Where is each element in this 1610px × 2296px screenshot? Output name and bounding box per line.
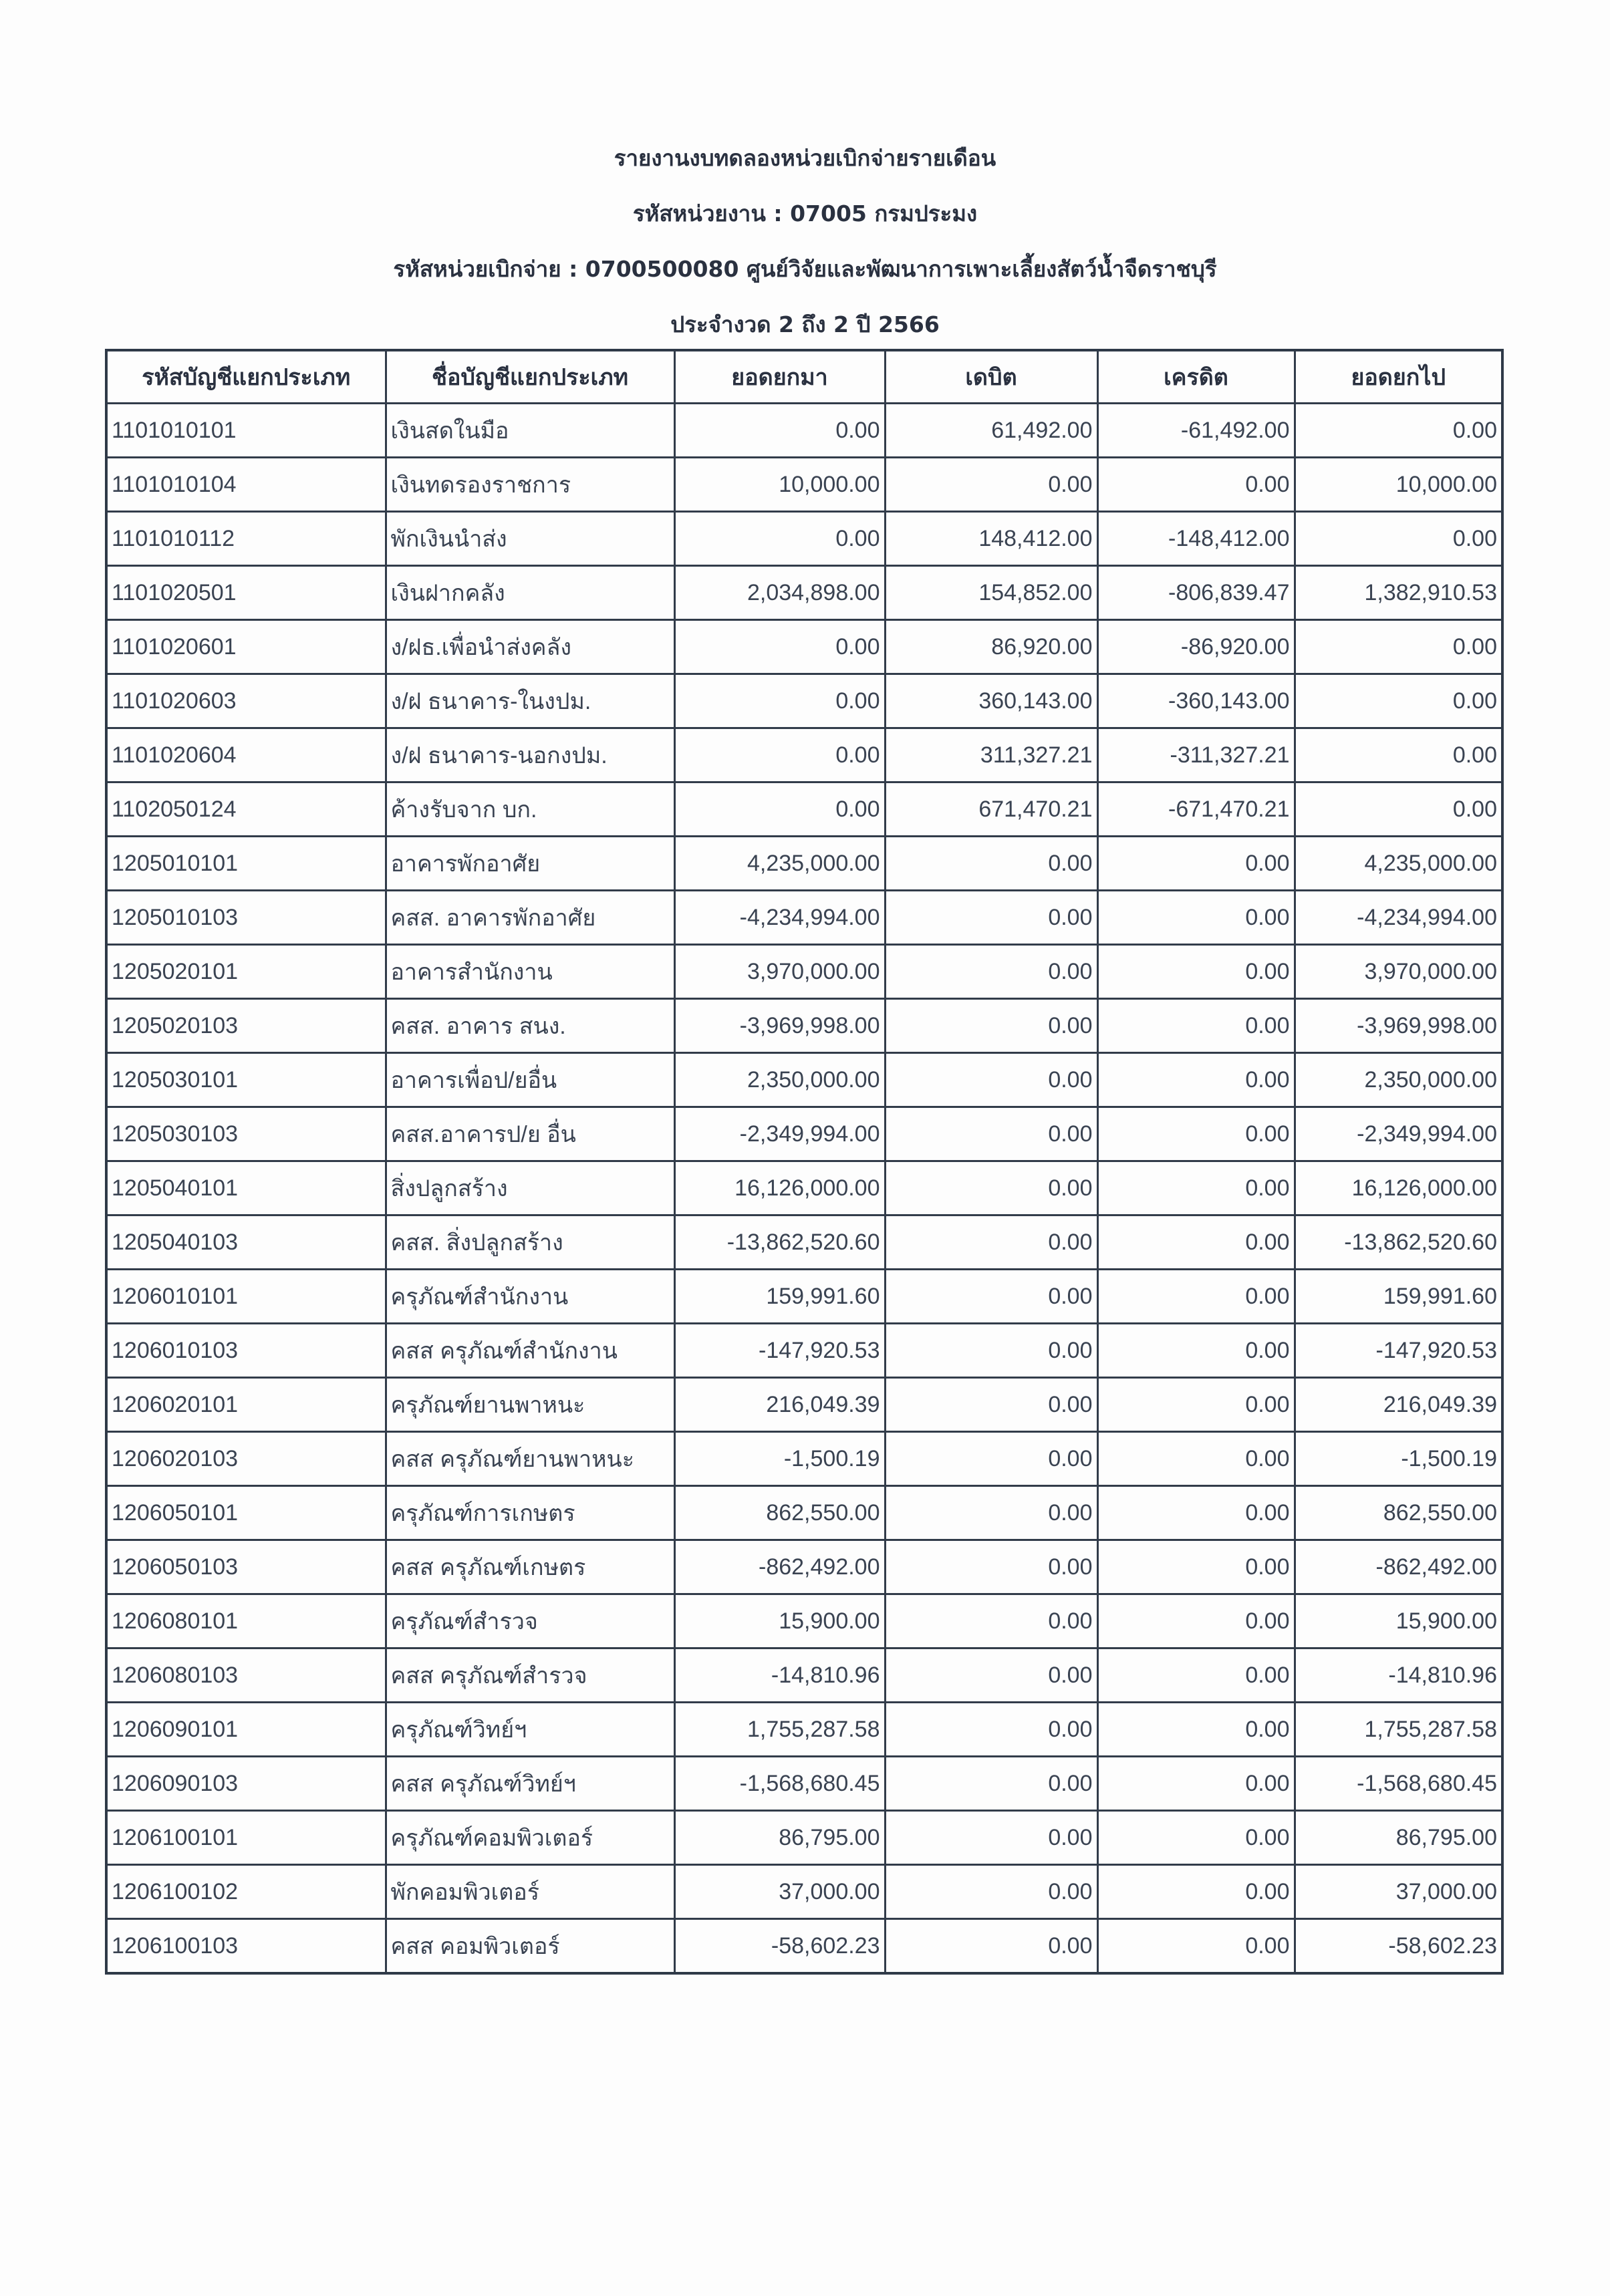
table-row <box>106 1540 1502 1594</box>
cell-debit: 0.00 <box>885 1594 1097 1648</box>
cell-opening-balance: -4,234,994.00 <box>674 891 885 945</box>
cell-debit: 154,852.00 <box>885 566 1097 620</box>
cell-debit: 148,412.00 <box>885 512 1097 566</box>
table-row <box>106 837 1502 891</box>
cell-account-name: พักเงินนำส่ง <box>386 512 674 566</box>
cell-account-name: ค้างรับจาก บก. <box>386 782 674 837</box>
cell-account-code: 1101010101 <box>106 404 386 458</box>
cell-debit: 0.00 <box>885 1648 1097 1703</box>
cell-opening-balance: 216,049.39 <box>674 1378 885 1432</box>
cell-closing-balance: 86,795.00 <box>1295 1811 1502 1865</box>
cell-account-code: 1102050124 <box>106 782 386 837</box>
cell-closing-balance: 0.00 <box>1295 782 1502 837</box>
cell-account-code: 1206020103 <box>106 1432 386 1486</box>
report-title: รายงานงบทดลองหน่วยเบิกจ่ายรายเดือน <box>614 145 996 171</box>
cell-credit: 0.00 <box>1097 891 1295 945</box>
cell-debit: 360,143.00 <box>885 674 1097 728</box>
cell-closing-balance: 159,991.60 <box>1295 1270 1502 1324</box>
cell-credit: 0.00 <box>1097 1540 1295 1594</box>
cell-opening-balance: 0.00 <box>674 404 885 458</box>
cell-credit: 0.00 <box>1097 1432 1295 1486</box>
cell-credit: 0.00 <box>1097 999 1295 1053</box>
table-row <box>106 1215 1502 1270</box>
cell-account-code: 1206010103 <box>106 1324 386 1378</box>
cell-opening-balance: 0.00 <box>674 728 885 782</box>
cell-closing-balance: 1,755,287.58 <box>1295 1703 1502 1757</box>
cell-account-code: 1206080101 <box>106 1594 386 1648</box>
cell-account-name: คสส. อาคารพักอาศัย <box>386 891 674 945</box>
table-row <box>106 1432 1502 1486</box>
table-row <box>106 1161 1502 1215</box>
cell-credit: -360,143.00 <box>1097 674 1295 728</box>
cell-credit: 0.00 <box>1097 1486 1295 1540</box>
cell-opening-balance: -862,492.00 <box>674 1540 885 1594</box>
cell-opening-balance: 37,000.00 <box>674 1865 885 1919</box>
cell-account-name: คสส ครุภัณฑ์สำนักงาน <box>386 1324 674 1378</box>
cell-account-code: 1205010103 <box>106 891 386 945</box>
trial-balance-table <box>105 349 1504 1975</box>
cell-account-code: 1205040101 <box>106 1161 386 1215</box>
table-header <box>106 350 1502 404</box>
cell-closing-balance: -862,492.00 <box>1295 1540 1502 1594</box>
cell-closing-balance: 2,350,000.00 <box>1295 1053 1502 1107</box>
cell-closing-balance: 0.00 <box>1295 728 1502 782</box>
table-row <box>106 458 1502 512</box>
table-row <box>106 620 1502 674</box>
cell-opening-balance: -147,920.53 <box>674 1324 885 1378</box>
cell-closing-balance: 16,126,000.00 <box>1295 1161 1502 1215</box>
cell-closing-balance: 216,049.39 <box>1295 1378 1502 1432</box>
cell-debit: 0.00 <box>885 1486 1097 1540</box>
cell-account-name: ครุภัณฑ์คอมพิวเตอร์ <box>386 1811 674 1865</box>
cell-account-code: 1206100101 <box>106 1811 386 1865</box>
cell-credit: 0.00 <box>1097 1161 1295 1215</box>
cell-closing-balance: -147,920.53 <box>1295 1324 1502 1378</box>
cell-debit: 0.00 <box>885 1432 1097 1486</box>
cell-credit: 0.00 <box>1097 1378 1295 1432</box>
cell-opening-balance: 10,000.00 <box>674 458 885 512</box>
disbursing-unit-block <box>0 251 1610 287</box>
table-row <box>106 891 1502 945</box>
cell-closing-balance: 37,000.00 <box>1295 1865 1502 1919</box>
cell-credit: 0.00 <box>1097 458 1295 512</box>
table-row <box>106 512 1502 566</box>
table-row <box>106 1324 1502 1378</box>
table-row <box>106 945 1502 999</box>
cell-account-code: 1206100103 <box>106 1919 386 1974</box>
cell-opening-balance: 0.00 <box>674 782 885 837</box>
cell-opening-balance: -3,969,998.00 <box>674 999 885 1053</box>
cell-closing-balance: 0.00 <box>1295 674 1502 728</box>
cell-account-name: เงินสดในมือ <box>386 404 674 458</box>
cell-closing-balance: 10,000.00 <box>1295 458 1502 512</box>
cell-credit: -86,920.00 <box>1097 620 1295 674</box>
cell-account-name: ครุภัณฑ์การเกษตร <box>386 1486 674 1540</box>
cell-account-name: ง/ฝ ธนาคาร-นอกงปม. <box>386 728 674 782</box>
table-body <box>106 404 1502 1974</box>
cell-opening-balance: -13,862,520.60 <box>674 1215 885 1270</box>
cell-debit: 0.00 <box>885 1703 1097 1757</box>
cell-debit: 0.00 <box>885 1324 1097 1378</box>
cell-closing-balance: 1,382,910.53 <box>1295 566 1502 620</box>
cell-account-name: คสส ครุภัณฑ์เกษตร <box>386 1540 674 1594</box>
table-row <box>106 999 1502 1053</box>
header-closing-balance: ยอดยกไป <box>1295 350 1502 404</box>
cell-closing-balance: 3,970,000.00 <box>1295 945 1502 999</box>
cell-account-name: พักคอมพิวเตอร์ <box>386 1865 674 1919</box>
cell-closing-balance: 0.00 <box>1295 404 1502 458</box>
cell-closing-balance: -13,862,520.60 <box>1295 1215 1502 1270</box>
cell-opening-balance: -14,810.96 <box>674 1648 885 1703</box>
cell-account-name: อาคารสำนักงาน <box>386 945 674 999</box>
cell-account-name: ง/ฝธ.เพื่อนำส่งคลัง <box>386 620 674 674</box>
table-row <box>106 1648 1502 1703</box>
cell-account-code: 1205010101 <box>106 837 386 891</box>
table-row <box>106 1919 1502 1974</box>
cell-closing-balance: -1,500.19 <box>1295 1432 1502 1486</box>
cell-account-name: ครุภัณฑ์สำนักงาน <box>386 1270 674 1324</box>
cell-opening-balance: -58,602.23 <box>674 1919 885 1974</box>
cell-account-code: 1205020103 <box>106 999 386 1053</box>
cell-credit: -311,327.21 <box>1097 728 1295 782</box>
cell-account-name: สิ่งปลูกสร้าง <box>386 1161 674 1215</box>
cell-credit: 0.00 <box>1097 1648 1295 1703</box>
cell-account-name: คสส ครุภัณฑ์ยานพาหนะ <box>386 1432 674 1486</box>
cell-account-code: 1206050101 <box>106 1486 386 1540</box>
cell-opening-balance: 86,795.00 <box>674 1811 885 1865</box>
table-row <box>106 566 1502 620</box>
cell-account-code: 1206050103 <box>106 1540 386 1594</box>
cell-debit: 0.00 <box>885 999 1097 1053</box>
cell-account-code: 1205030103 <box>106 1107 386 1161</box>
table-row <box>106 1378 1502 1432</box>
cell-closing-balance: -4,234,994.00 <box>1295 891 1502 945</box>
cell-closing-balance: -2,349,994.00 <box>1295 1107 1502 1161</box>
report-title-block <box>0 140 1610 176</box>
cell-opening-balance: 16,126,000.00 <box>674 1161 885 1215</box>
cell-account-code: 1205020101 <box>106 945 386 999</box>
cell-closing-balance: 15,900.00 <box>1295 1594 1502 1648</box>
cell-account-code: 1205030101 <box>106 1053 386 1107</box>
cell-debit: 0.00 <box>885 1378 1097 1432</box>
cell-debit: 0.00 <box>885 837 1097 891</box>
cell-account-code: 1206010101 <box>106 1270 386 1324</box>
table-row <box>106 1703 1502 1757</box>
cell-closing-balance: 862,550.00 <box>1295 1486 1502 1540</box>
cell-account-name: คสส คอมพิวเตอร์ <box>386 1919 674 1974</box>
cell-debit: 0.00 <box>885 1540 1097 1594</box>
table-row <box>106 1107 1502 1161</box>
cell-credit: 0.00 <box>1097 945 1295 999</box>
cell-closing-balance: -1,568,680.45 <box>1295 1757 1502 1811</box>
table-row <box>106 674 1502 728</box>
cell-debit: 311,327.21 <box>885 728 1097 782</box>
cell-credit: 0.00 <box>1097 1053 1295 1107</box>
cell-account-name: ครุภัณฑ์ยานพาหนะ <box>386 1378 674 1432</box>
cell-account-code: 1101020604 <box>106 728 386 782</box>
table-row <box>106 782 1502 837</box>
period-line: ประจำงวด 2 ถึง 2 ปี 2566 <box>670 311 940 337</box>
cell-credit: 0.00 <box>1097 1107 1295 1161</box>
cell-debit: 0.00 <box>885 458 1097 512</box>
cell-opening-balance: -2,349,994.00 <box>674 1107 885 1161</box>
cell-debit: 0.00 <box>885 891 1097 945</box>
cell-debit: 671,470.21 <box>885 782 1097 837</box>
cell-credit: 0.00 <box>1097 1919 1295 1974</box>
cell-account-name: ง/ฝ ธนาคาร-ในงปม. <box>386 674 674 728</box>
cell-opening-balance: 2,350,000.00 <box>674 1053 885 1107</box>
table-row <box>106 1865 1502 1919</box>
table-row <box>106 1811 1502 1865</box>
table-row <box>106 404 1502 458</box>
cell-account-code: 1206090103 <box>106 1757 386 1811</box>
cell-account-code: 1206090101 <box>106 1703 386 1757</box>
cell-closing-balance: -58,602.23 <box>1295 1919 1502 1974</box>
cell-credit: 0.00 <box>1097 1324 1295 1378</box>
cell-credit: 0.00 <box>1097 837 1295 891</box>
header-opening-balance: ยอดยกมา <box>674 350 885 404</box>
cell-account-name: คสส ครุภัณฑ์สำรวจ <box>386 1648 674 1703</box>
cell-opening-balance: 862,550.00 <box>674 1486 885 1540</box>
cell-opening-balance: 159,991.60 <box>674 1270 885 1324</box>
cell-opening-balance: 1,755,287.58 <box>674 1703 885 1757</box>
header-credit: เครดิต <box>1097 350 1295 404</box>
cell-account-code: 1101020603 <box>106 674 386 728</box>
cell-credit: -806,839.47 <box>1097 566 1295 620</box>
cell-closing-balance: 0.00 <box>1295 512 1502 566</box>
header-account-name: ชื่อบัญชีแยกประเภท <box>386 350 674 404</box>
disbursing-unit-line: รหัสหน่วยเบิกจ่าย : 0700500080 ศูนย์วิจัยและพัฒนาการเพาะเลี้ยงสัตว์น้ำจืดราชบุรี <box>393 256 1217 282</box>
cell-account-code: 1101020501 <box>106 566 386 620</box>
table-row <box>106 1486 1502 1540</box>
cell-debit: 0.00 <box>885 1757 1097 1811</box>
agency-line: รหัสหน่วยงาน : 07005 กรมประมง <box>632 200 978 227</box>
cell-debit: 0.00 <box>885 1161 1097 1215</box>
cell-debit: 86,920.00 <box>885 620 1097 674</box>
cell-closing-balance: -14,810.96 <box>1295 1648 1502 1703</box>
cell-credit: 0.00 <box>1097 1865 1295 1919</box>
header-account-code: รหัสบัญชีแยกประเภท <box>106 350 386 404</box>
cell-account-name: อาคารเพื่อป/ยอื่น <box>386 1053 674 1107</box>
cell-debit: 0.00 <box>885 1919 1097 1974</box>
cell-credit: 0.00 <box>1097 1811 1295 1865</box>
period-block <box>0 307 1610 342</box>
cell-debit: 0.00 <box>885 945 1097 999</box>
cell-closing-balance: -3,969,998.00 <box>1295 999 1502 1053</box>
table-row <box>106 1053 1502 1107</box>
cell-account-name: ครุภัณฑ์วิทย์ฯ <box>386 1703 674 1757</box>
cell-credit: -148,412.00 <box>1097 512 1295 566</box>
cell-credit: 0.00 <box>1097 1757 1295 1811</box>
agency-line-block <box>0 196 1610 231</box>
cell-account-code: 1101020601 <box>106 620 386 674</box>
cell-debit: 0.00 <box>885 1107 1097 1161</box>
table-row <box>106 1270 1502 1324</box>
cell-credit: -61,492.00 <box>1097 404 1295 458</box>
table-row <box>106 1594 1502 1648</box>
cell-account-name: เงินทดรองราชการ <box>386 458 674 512</box>
table-row <box>106 728 1502 782</box>
cell-debit: 0.00 <box>885 1865 1097 1919</box>
cell-opening-balance: 4,235,000.00 <box>674 837 885 891</box>
cell-account-name: คสส. อาคาร สนง. <box>386 999 674 1053</box>
cell-debit: 0.00 <box>885 1053 1097 1107</box>
cell-account-code: 1101010112 <box>106 512 386 566</box>
cell-credit: -671,470.21 <box>1097 782 1295 837</box>
cell-opening-balance: 0.00 <box>674 512 885 566</box>
cell-debit: 0.00 <box>885 1270 1097 1324</box>
cell-closing-balance: 4,235,000.00 <box>1295 837 1502 891</box>
cell-opening-balance: -1,568,680.45 <box>674 1757 885 1811</box>
cell-account-name: คสส. สิ่งปลูกสร้าง <box>386 1215 674 1270</box>
cell-account-name: เงินฝากคลัง <box>386 566 674 620</box>
cell-account-code: 1206100102 <box>106 1865 386 1919</box>
cell-opening-balance: 3,970,000.00 <box>674 945 885 999</box>
cell-account-code: 1206080103 <box>106 1648 386 1703</box>
cell-debit: 61,492.00 <box>885 404 1097 458</box>
header-row <box>106 350 1502 404</box>
cell-credit: 0.00 <box>1097 1594 1295 1648</box>
cell-account-code: 1101010104 <box>106 458 386 512</box>
table-row <box>106 1757 1502 1811</box>
cell-account-code: 1206020101 <box>106 1378 386 1432</box>
cell-account-name: อาคารพักอาศัย <box>386 837 674 891</box>
cell-credit: 0.00 <box>1097 1215 1295 1270</box>
cell-opening-balance: 0.00 <box>674 674 885 728</box>
cell-credit: 0.00 <box>1097 1270 1295 1324</box>
cell-account-name: คสส ครุภัณฑ์วิทย์ฯ <box>386 1757 674 1811</box>
cell-credit: 0.00 <box>1097 1703 1295 1757</box>
cell-debit: 0.00 <box>885 1811 1097 1865</box>
cell-opening-balance: 0.00 <box>674 620 885 674</box>
header-debit: เดบิต <box>885 350 1097 404</box>
cell-opening-balance: -1,500.19 <box>674 1432 885 1486</box>
cell-account-name: ครุภัณฑ์สำรวจ <box>386 1594 674 1648</box>
cell-opening-balance: 15,900.00 <box>674 1594 885 1648</box>
cell-opening-balance: 2,034,898.00 <box>674 566 885 620</box>
cell-debit: 0.00 <box>885 1215 1097 1270</box>
cell-account-code: 1205040103 <box>106 1215 386 1270</box>
cell-closing-balance: 0.00 <box>1295 620 1502 674</box>
cell-account-name: คสส.อาคารป/ย อื่น <box>386 1107 674 1161</box>
